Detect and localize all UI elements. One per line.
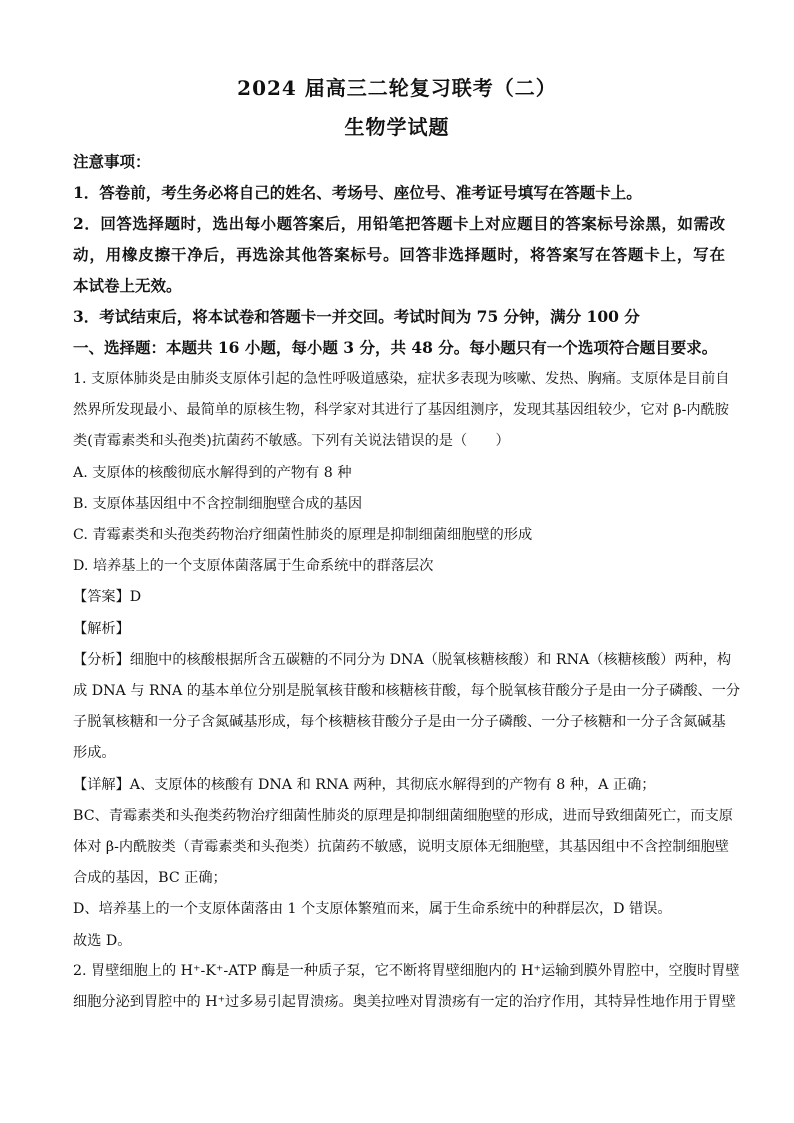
notice-heading: 注意事项： xyxy=(73,152,151,171)
xiangjie-tag: 【详解】 xyxy=(73,776,130,793)
section-1-heading: 一、选择题：本题共 16 小题，每小题 3 分，共 48 分。每小题只有一个选项符合题目要求。 xyxy=(73,338,718,357)
q1-fenxi-line-4: 形成。 xyxy=(73,745,116,762)
notice-section xyxy=(73,146,725,363)
notice-item-2-line-1: 2．回答选择题时，选出每小题答案后，用铅笔把答题卡上对应题目的答案标号涂黑，如需改 xyxy=(73,214,725,233)
q1-option-c: C. 青霉素类和头孢类药物治疗细菌性肺炎的原理是抑制细菌细胞壁的形成 xyxy=(73,527,533,544)
q1-xiangjie-line-3: 体对 β-内酰胺类（青霉素类和头孢类）抗菌药不敏感，说明支原体无细胞壁，其基因组中不含控制细胞壁 xyxy=(73,839,729,856)
question-1 xyxy=(73,364,741,957)
exam-title: 2024 届高三二轮复习联考（二） xyxy=(237,76,557,100)
q1-stem-line-3: 类(青霉素类和头孢类)抗菌药不敏感。下列有关说法错误的是（ ） xyxy=(73,433,510,450)
q1-option-a: A. 支原体的核酸彻底水解得到的产物有 8 种 xyxy=(73,464,352,481)
q1-stem-line-2: 然界所发现最小、最简单的原核生物，科学家对其进行了基因组测序，发现其基因组较少，它对 β-内酰胺 xyxy=(73,402,729,419)
notice-item-2-line-2: 动，用橡皮擦干净后，再选涂其他答案标号。回答非选择题时，将答案写在答题卡上，写在 xyxy=(73,245,725,264)
notice-item-2-line-3: 本试卷上无效。 xyxy=(73,276,182,295)
q1-option-b: B. 支原体基因组中不含控制细胞壁合成的基因 xyxy=(73,495,363,512)
q1-analysis-tag: 【解析】 xyxy=(73,620,130,637)
answer-tag: 【答案】 xyxy=(73,589,130,606)
answer-value: D xyxy=(129,589,142,606)
fenxi-text-1: 细胞中的核酸根据所含五碳糖的不同分为 DNA（脱氧核糖核酸）和 RNA（核糖核酸）两种，构 xyxy=(129,651,732,668)
notice-item-3: 3．考试结束后，将本试卷和答题卡一并交回。考试时间为 75 分钟，满分 100 分 xyxy=(73,307,640,326)
q1-fenxi-line-2: 成 DNA 与 RNA 的基本单位分别是脱氧核苷酸和核糖核苷酸，每个脱氧核苷酸分子是由一分子磷酸、一分 xyxy=(73,683,741,700)
q1-fenxi-line-3: 子脱氧核糖和一分子含氮碱基形成，每个核糖核苷酸分子是由一分子磷酸、一分子核糖和一分子含氮碱基 xyxy=(73,714,726,731)
question-2 xyxy=(73,956,740,1018)
fenxi-tag: 【分析】 xyxy=(73,651,130,668)
q1-xiangjie-line-2: BC、青霉素类和头孢类药物治疗细菌性肺炎的原理是抑制细菌细胞壁的形成，进而导致细菌死亡，而支原 xyxy=(73,807,733,824)
notice-item-1: 1．答卷前，考生务必将自己的姓名、考场号、座位号、准考证号填写在答题卡上。 xyxy=(73,183,642,202)
q1-answer xyxy=(73,582,725,613)
q2-stem-line-1: 2. 胃壁细胞上的 H⁺-K⁺-ATP 酶是一种质子泵，它不断将胃壁细胞内的 H⁺运输到膜外胃腔中，空腹时胃壁 xyxy=(73,963,740,979)
q1-stem-line-1: 1. 支原体肺炎是由肺炎支原体引起的急性呼吸道感染，症状多表现为咳嗽、发热、胸痛。支原体是目前自 xyxy=(73,371,730,387)
q1-fenxi-line-1 xyxy=(73,645,732,676)
q1-xiangjie-line-4: 合成的基因，BC 正确； xyxy=(73,870,227,887)
q2-stem-line-2: 细胞分泌到胃腔中的 H⁺过多易引起胃溃疡。奥美拉唑对胃溃疡有一定的治疗作用，其特异性地作用于胃壁 xyxy=(73,994,736,1011)
exam-subtitle: 生物学试题 xyxy=(344,115,450,139)
q1-conclusion: 故选 D。 xyxy=(73,932,132,949)
xiangjie-text-1: A、支原体的核酸有 DNA 和 RNA 两种，其彻底水解得到的产物有 8 种，A 正确； xyxy=(129,776,656,793)
q1-xiangjie-line-1 xyxy=(73,770,725,801)
q1-option-d: D. 培养基上的一个支原体菌落属于生命系统中的群落层次 xyxy=(73,558,434,575)
q1-xiangjie-line-5: D、培养基上的一个支原体菌落由 1 个支原体繁殖而来，属于生命系统中的种群层次，D 错误。 xyxy=(73,901,672,918)
